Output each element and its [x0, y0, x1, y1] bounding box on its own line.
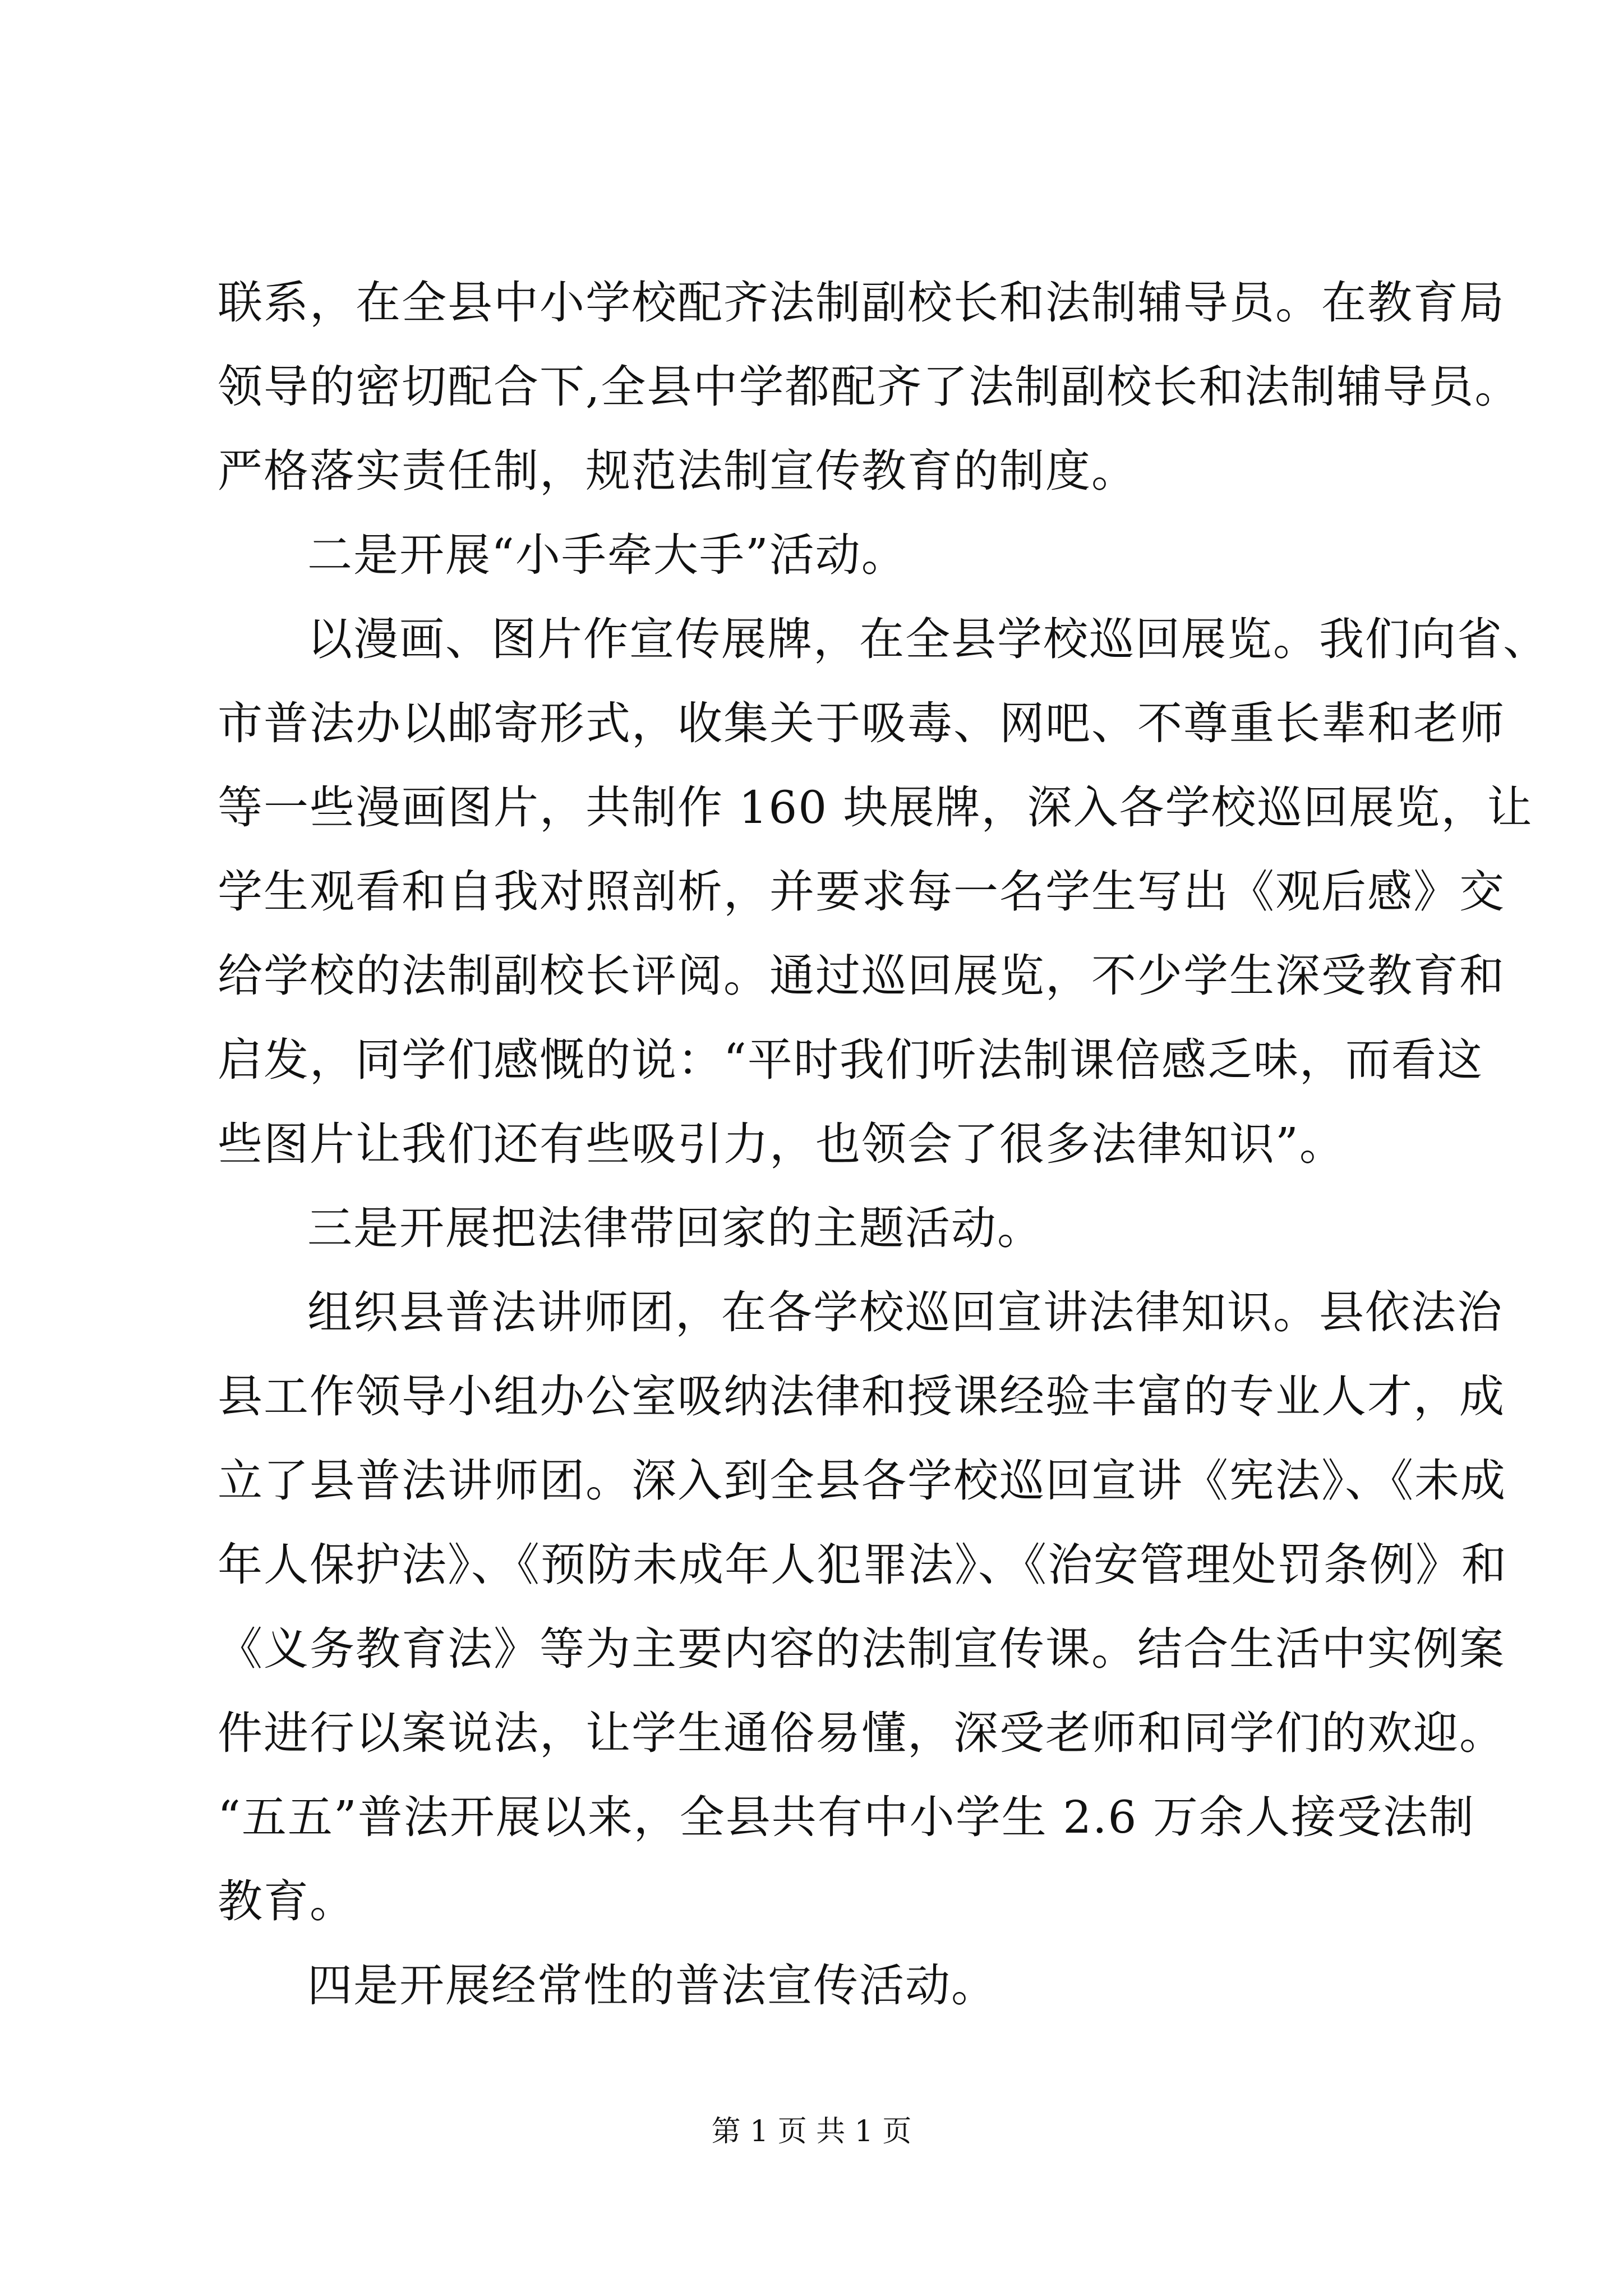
- text-line-9: 给学校的法制副校长评阅。通过巡回展览，不少学生深受教育和: [218, 950, 1505, 1002]
- text-line-13: 组织县普法讲师团，在各学校巡回宣讲法律知识。县依法治: [307, 1286, 1503, 1338]
- text-line-3: 严格落实责任制，规范法制宣传教育的制度。: [218, 445, 1137, 497]
- text-line-10: 启发，同学们感慨的说：“平时我们听法制课倍感乏味，而看这: [218, 1034, 1483, 1086]
- text-line-2: 领导的密切配合下,全县中学都配齐了法制副校长和法制辅导员。: [218, 361, 1521, 413]
- text-line-11: 些图片让我们还有些吸引力，也领会了很多法律知识”。: [218, 1118, 1345, 1170]
- text-line-16: 年人保护法》、《预防未成年人犯罪法》、《治安管理处罚条例》和: [218, 1539, 1507, 1591]
- text-line-15: 立了县普法讲师团。深入到全县各学校巡回宣讲《宪法》、《未成: [218, 1455, 1506, 1507]
- text-line-8: 学生观看和自我对照剖析，并要求每一名学生写出《观后感》交: [218, 866, 1505, 918]
- text-line-1: 联系，在全县中小学校配齐法制副校长和法制辅导员。在教育局: [218, 277, 1505, 329]
- text-line-7: 等一些漫画图片，共制作 160 块展牌，深入各学校巡回展览，让: [218, 781, 1533, 834]
- text-line-5: 以漫画、图片作宣传展牌，在全县学校巡回展览。我们向省、: [307, 613, 1549, 665]
- text-line-17: 《义务教育法》等为主要内容的法制宣传课。结合生活中实例案: [218, 1623, 1505, 1675]
- text-line-20: 教育。: [218, 1875, 356, 1927]
- text-line-18: 件进行以案说法，让学生通俗易懂，深受老师和同学们的欢迎。: [218, 1707, 1505, 1759]
- section-heading-3: 三是开展把法律带回家的主题活动。: [307, 1202, 1043, 1254]
- section-heading-4: 四是开展经常性的普法宣传活动。: [307, 1959, 997, 2012]
- section-heading-2: 二是开展“小手牵大手”活动。: [307, 529, 907, 581]
- text-line-6: 市普法办以邮寄形式，收集关于吸毒、网吧、不尊重长辈和老师: [218, 697, 1505, 749]
- text-line-14: 县工作领导小组办公室吸纳法律和授课经验丰富的专业人才，成: [218, 1370, 1505, 1423]
- page-footer: 第 1 页 共 1 页: [711, 2115, 912, 2148]
- text-line-19: “五五”普法开展以来，全县共有中小学生 2.6 万余人接受法制: [218, 1791, 1475, 1843]
